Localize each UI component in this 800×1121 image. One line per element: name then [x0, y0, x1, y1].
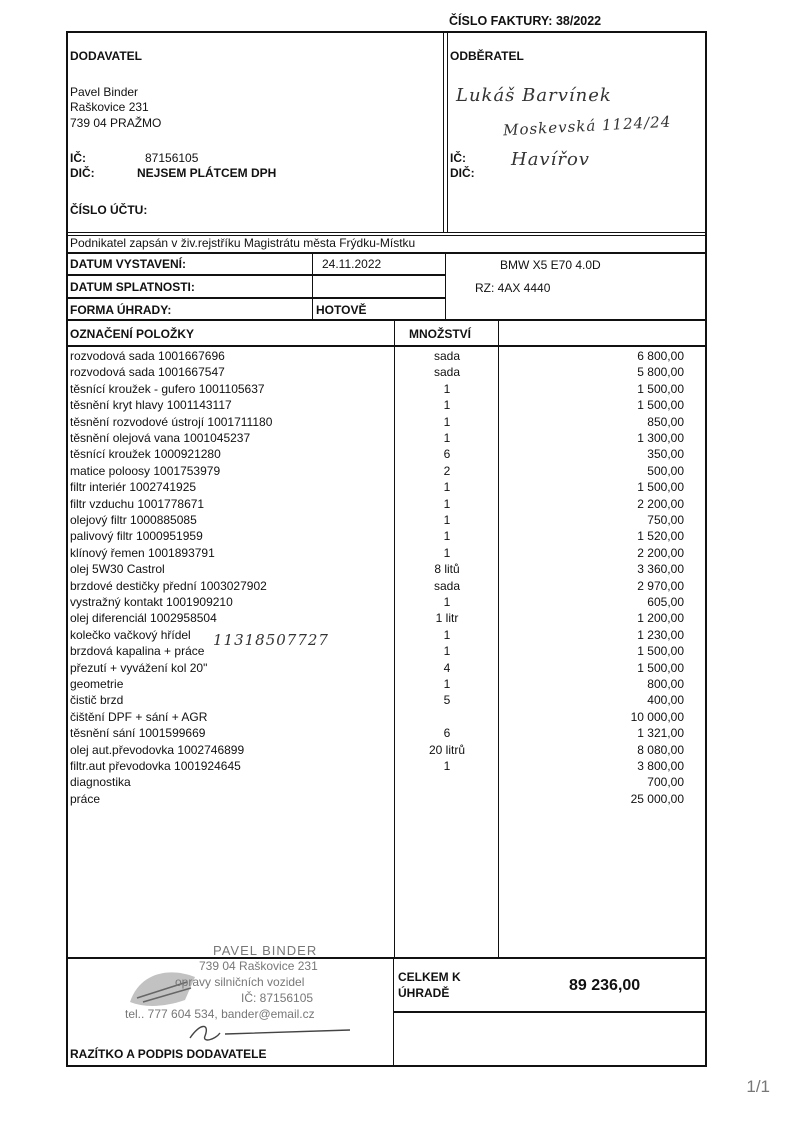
- item-name: brzdové destičky přední 1003027902: [70, 578, 267, 593]
- table-row: [70, 463, 684, 479]
- table-row: [70, 594, 684, 610]
- divider-parties: [443, 31, 444, 233]
- item-name: olej diferenciál 1002958504: [70, 611, 217, 626]
- item-quantity: 1: [443, 496, 451, 511]
- customer-name-handwritten: Lukáš Barvínek: [456, 85, 612, 106]
- item-price: 700,00: [647, 775, 684, 790]
- item-price: 1 200,00: [637, 611, 684, 626]
- item-name: olej aut.převodovka 1002746899: [70, 742, 245, 757]
- signature-label: RAZÍTKO A PODPIS DODAVATELE: [70, 1047, 267, 1061]
- table-row: [70, 610, 684, 626]
- item-price: 1 321,00: [637, 726, 684, 741]
- supplier-street: Raškovice 231: [70, 100, 149, 114]
- table-row: [70, 774, 684, 790]
- item-price: 10 000,00: [630, 709, 684, 724]
- item-quantity: 1: [443, 677, 451, 691]
- item-price: 1 500,00: [637, 660, 684, 675]
- item-price: 5 800,00: [637, 365, 684, 380]
- item-price: 25 000,00: [630, 791, 684, 806]
- customer-city-handwritten: Havířov: [511, 149, 590, 170]
- table-row: [70, 496, 684, 512]
- table-row: [70, 643, 684, 659]
- item-quantity: 1: [443, 513, 451, 527]
- supplier-header: DODAVATEL: [70, 49, 142, 63]
- table-row: [70, 627, 684, 643]
- table-row: [70, 725, 684, 741]
- item-quantity: 1: [443, 381, 451, 396]
- table-row: [70, 692, 684, 708]
- item-quantity: 1: [443, 431, 451, 445]
- item-quantity: 6: [443, 447, 451, 462]
- table-row: [70, 545, 684, 561]
- item-price: 350,00: [647, 447, 684, 462]
- item-quantity: 1: [443, 529, 451, 544]
- invoice-number: ČÍSLO FAKTURY: 38/2022: [449, 14, 602, 28]
- item-name: těsnění sání 1001599669: [70, 726, 206, 741]
- table-row: [70, 758, 684, 774]
- supplier-dic-label: DIČ:: [70, 166, 95, 180]
- customer-dic-label: DIČ:: [450, 166, 475, 180]
- item-name: olejový filtr 1000885085: [70, 513, 197, 527]
- item-name: filtr interiér 1002741925: [70, 480, 197, 495]
- table-row: [70, 742, 684, 758]
- item-price: 400,00: [647, 693, 684, 708]
- table-row: [70, 381, 684, 397]
- item-name: filtr.aut převodovka 1001924645: [70, 759, 241, 773]
- item-quantity: 1: [443, 398, 451, 413]
- stamp-name: PAVEL BINDER: [213, 943, 318, 958]
- item-quantity: sada: [433, 349, 461, 363]
- payment-method-value: HOTOVĚ: [316, 303, 367, 317]
- item-quantity: 5: [443, 693, 451, 708]
- item-name: klínový řemen 1001893791: [70, 545, 215, 560]
- item-price: 2 200,00: [637, 496, 684, 511]
- total-label-line2: ÚHRADĚ: [398, 986, 450, 1000]
- item-price: 800,00: [647, 677, 684, 691]
- item-name: těsnící kroužek - gufero 1001105637: [70, 381, 265, 396]
- table-row: [70, 446, 684, 462]
- supplier-dic-value: NEJSEM PLÁTCEM DPH: [137, 166, 277, 180]
- item-price: 1 500,00: [637, 480, 684, 495]
- item-price: 3 800,00: [637, 759, 684, 773]
- frame-bottom: [66, 1065, 707, 1067]
- total-label-line1: CELKEM K: [398, 970, 461, 984]
- item-quantity: 1: [443, 627, 451, 642]
- item-quantity: 1: [443, 644, 451, 659]
- item-name: čištění DPF + sání + AGR: [70, 709, 208, 724]
- table-row: [70, 479, 684, 495]
- customer-header: ODBĚRATEL: [450, 49, 524, 63]
- supplier-city: 739 04 PRAŽMO: [70, 116, 162, 130]
- item-quantity: 1: [443, 545, 451, 560]
- item-price: 2 970,00: [637, 578, 684, 593]
- table-row: [70, 512, 684, 528]
- signature: [180, 1018, 360, 1048]
- item-price: 1 230,00: [637, 627, 684, 642]
- stamp-contact: tel.. 777 604 534, bander@email.cz: [125, 1007, 315, 1021]
- item-quantity: sada: [433, 578, 461, 593]
- item-price: 1 300,00: [637, 431, 684, 445]
- item-name: matice poloosy 1001753979: [70, 463, 221, 478]
- item-name: diagnostika: [70, 775, 131, 790]
- item-price: 1 520,00: [637, 529, 684, 544]
- stamp-ic: IČ: 87156105: [241, 991, 314, 1005]
- item-price: 6 800,00: [637, 349, 684, 363]
- issue-date-label: DATUM VYSTAVENÍ:: [70, 257, 186, 271]
- item-quantity: sada: [433, 365, 461, 380]
- item-name: těsnění kryt hlavy 1001143117: [70, 398, 232, 413]
- table-row: [70, 660, 684, 676]
- item-price: 750,00: [647, 513, 684, 527]
- item-name: palivový filtr 1000951959: [70, 529, 203, 544]
- table-row: [70, 561, 684, 577]
- item-name: kolečko vačkový hřídel: [70, 627, 191, 642]
- item-name: geometrie: [70, 677, 124, 691]
- item-name: těsnící kroužek 1000921280: [70, 447, 221, 462]
- total-amount: 89 236,00: [569, 977, 641, 994]
- item-quantity: 1: [443, 480, 451, 495]
- table-row: [70, 414, 684, 430]
- item-name: těsnění rozvodové ústrojí 1001711180: [70, 414, 273, 429]
- item-name: rozvodová sada 1001667696: [70, 349, 225, 363]
- items-table: [0, 348, 800, 818]
- table-row: [70, 364, 684, 380]
- item-quantity: 20 litrů: [428, 742, 466, 757]
- stamp-services: opravy silničních vozidel: [175, 975, 305, 989]
- item-quantity: 1 litr: [435, 611, 459, 626]
- column-qty-header: MNOŽSTVÍ: [409, 327, 471, 341]
- stamp-address: 739 04 Raškovice 231: [199, 959, 318, 973]
- item-quantity: 1: [443, 759, 451, 773]
- item-price: 3 360,00: [637, 562, 684, 577]
- item-quantity: 8 litů: [434, 562, 460, 577]
- item-quantity: 6: [443, 726, 451, 741]
- table-row: [70, 397, 684, 413]
- table-row: [70, 430, 684, 446]
- table-row: [70, 791, 684, 807]
- issue-date-value: 24.11.2022: [322, 257, 382, 271]
- item-name: práce: [70, 791, 101, 806]
- item-name: vystražný kontakt 1001909210: [70, 595, 233, 609]
- item-price: 1 500,00: [637, 644, 684, 659]
- supplier-ic-label: IČ:: [70, 151, 86, 165]
- item-price: 2 200,00: [637, 545, 684, 560]
- item-name: těsnění olejová vana 1001045237: [70, 431, 251, 445]
- due-date-label: DATUM SPLATNOSTI:: [70, 280, 195, 294]
- item-name: přezutí + vyvážení kol 20": [70, 660, 208, 675]
- item-price: 8 080,00: [637, 742, 684, 757]
- supplier-name: Pavel Binder: [70, 85, 139, 99]
- table-row: [70, 709, 684, 725]
- vehicle-model: BMW X5 E70 4.0D: [500, 258, 601, 272]
- table-row: [70, 578, 684, 594]
- item-name: čistič brzd: [70, 693, 124, 708]
- registration-note: Podnikatel zapsán v živ.rejstříku Magistrátu města Frýdku-Místku: [70, 236, 416, 250]
- item-name: brzdová kapalina + práce: [70, 644, 205, 659]
- customer-ic-label: IČ:: [450, 151, 466, 165]
- supplier-account-label: ČÍSLO ÚČTU:: [70, 203, 148, 217]
- item-quantity: 1: [443, 595, 451, 609]
- page-indicator: 1/1: [746, 1077, 770, 1096]
- column-item-header: OZNAČENÍ POLOŽKY: [70, 327, 195, 341]
- handwritten-part-number: 11318507727: [213, 631, 329, 649]
- supplier-ic-value: 87156105: [145, 151, 199, 165]
- table-row: [70, 348, 684, 364]
- customer-street-handwritten: Moskevská 1124/24: [502, 112, 672, 140]
- item-quantity: 1: [443, 414, 451, 429]
- item-price: 850,00: [647, 414, 684, 429]
- vehicle-plate: RZ: 4AX 4440: [475, 281, 551, 295]
- table-row: [70, 528, 684, 544]
- item-name: filtr vzduchu 1001778671: [70, 496, 205, 511]
- table-row: [70, 676, 684, 692]
- payment-method-label: FORMA ÚHRADY:: [70, 303, 172, 317]
- item-name: olej 5W30 Castrol: [70, 562, 165, 577]
- item-price: 1 500,00: [637, 398, 684, 413]
- item-name: rozvodová sada 1001667547: [70, 365, 225, 380]
- item-quantity: 2: [443, 463, 451, 478]
- item-price: 1 500,00: [637, 381, 684, 396]
- frame-top: [66, 31, 707, 33]
- item-price: 500,00: [647, 463, 684, 478]
- item-price: 605,00: [647, 595, 684, 609]
- item-quantity: 4: [443, 660, 451, 675]
